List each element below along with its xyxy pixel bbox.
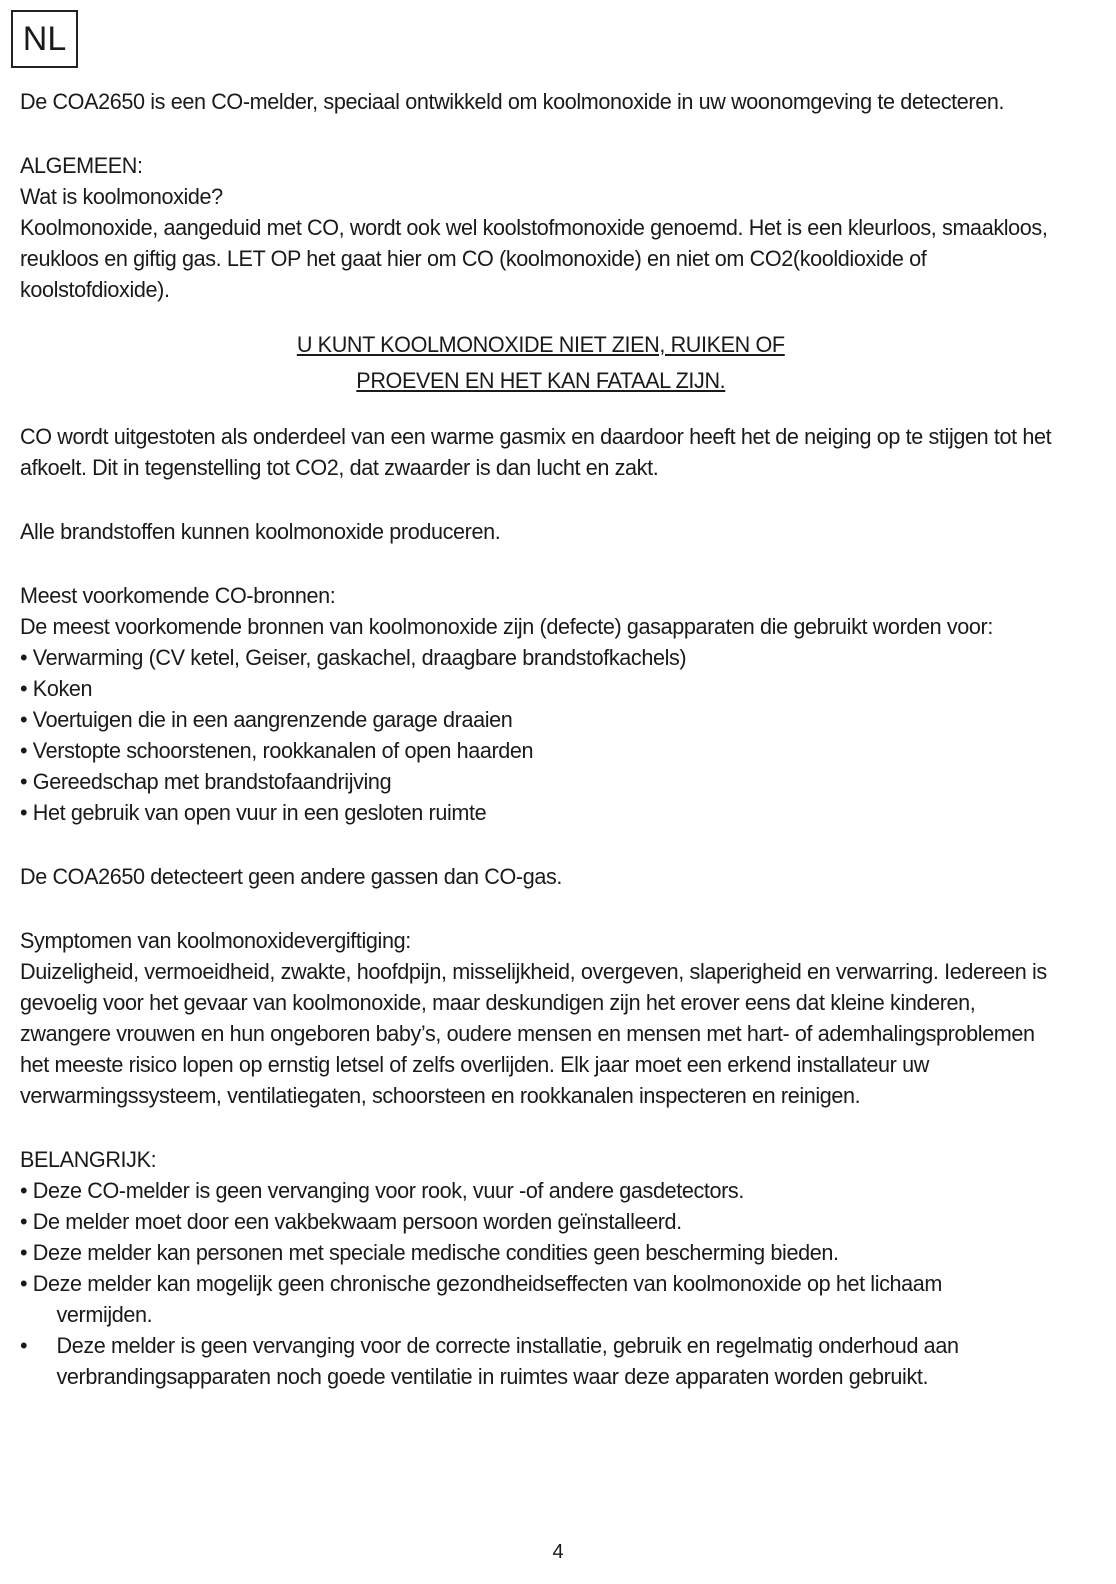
- rise-line: CO wordt uitgestoten als onderdeel van een warme gasmix en daardoor heeft het de neiging op te stijgen tot het: [20, 424, 1052, 449]
- list-item-text: Deze melder is geen vervanging voor de correcte installatie, gebruik en regelmatig onderhoud aan: [56, 1333, 959, 1358]
- general-line: Koolmonoxide, aangeduid met CO, wordt ook wel koolstofmonoxide genoemd. Het is een kleurloos, smaakloos,: [20, 215, 1048, 240]
- symptoms-line: Duizeligheid, vermoeidheid, zwakte, hoofdpijn, misselijkheid, overgeven, slaperigheid en verwarring. Iedereen is: [20, 959, 1047, 984]
- symptoms-line: verwarmingssysteem, ventilatiegaten, schoorsteen en rookkanalen inspecteren en reinigen.: [20, 1083, 861, 1108]
- list-item-continuation: verbrandingsapparaten noch goede ventilatie in ruimtes waar deze apparaten worden gebruikt.: [56, 1364, 929, 1389]
- list-item: • Gereedschap met brandstofaandrijving: [20, 769, 392, 794]
- general-heading: ALGEMEEN:: [20, 153, 143, 178]
- sources-heading: Meest voorkomende CO-bronnen:: [20, 583, 336, 608]
- list-item: • Het gebruik van open vuur in een gesloten ruimte: [20, 800, 487, 825]
- rise-line: afkoelt. Dit in tegenstelling tot CO2, dat zwaarder is dan lucht en zakt.: [20, 455, 659, 480]
- list-item: [20, 1330, 1062, 1361]
- general-line: reukloos en giftig gas. LET OP het gaat hier om CO (koolmonoxide) en niet om CO2(kooldioxide of: [20, 246, 927, 271]
- list-item-continuation: vermijden.: [56, 1302, 153, 1327]
- list-item: • De melder moet door een vakbekwaam persoon worden geïnstalleerd.: [20, 1209, 682, 1234]
- page-number: 4: [552, 1541, 564, 1563]
- warning-line: PROEVEN EN HET KAN FATAAL ZIJN.: [356, 368, 726, 393]
- list-item: • Voertuigen die in een aangrenzende garage draaien: [20, 707, 513, 732]
- list-item: • Deze melder kan mogelijk geen chronische gezondheidseffecten van koolmonoxide op het lichaam: [20, 1271, 943, 1296]
- language-label: NL: [11, 10, 78, 68]
- list-item: • Deze melder kan personen met speciale medische condities geen bescherming bieden.: [20, 1240, 839, 1265]
- sources-intro: De meest voorkomende bronnen van koolmonoxide zijn (defecte) gasapparaten die gebruikt worden voor:: [20, 614, 993, 639]
- list-item: • Verwarming (CV ketel, Geiser, gaskachel, draagbare brandstofkachels): [20, 645, 687, 670]
- symptoms-line: het meeste risico lopen op ernstig letsel of zelfs overlijden. Elk jaar moet een erkend installateur uw: [20, 1052, 929, 1077]
- list-item: • Verstopte schoorstenen, rookkanalen of open haarden: [20, 738, 534, 763]
- fuels-paragraph: Alle brandstoffen kunnen koolmonoxide produceren.: [20, 519, 501, 544]
- warning-line: U KUNT KOOLMONOXIDE NIET ZIEN, RUIKEN OF: [296, 332, 785, 357]
- bullet-mark: •: [20, 1333, 28, 1358]
- intro-paragraph: De COA2650 is een CO-melder, speciaal ontwikkeld om koolmonoxide in uw woonomgeving te detecteren.: [20, 89, 1005, 114]
- symptoms-heading: Symptomen van koolmonoxidevergiftiging:: [20, 928, 411, 953]
- important-heading: BELANGRIJK:: [20, 1147, 157, 1172]
- general-question: Wat is koolmonoxide?: [20, 184, 223, 209]
- no-other-gas-paragraph: De COA2650 detecteert geen andere gassen dan CO-gas.: [20, 864, 562, 889]
- symptoms-line: gevoelig voor het gevaar van koolmonoxide, maar deskundigen zijn het erover eens dat kleine kinderen,: [20, 990, 976, 1015]
- list-item: • Koken: [20, 676, 93, 701]
- general-line: koolstofdioxide).: [20, 277, 170, 302]
- document-body: [20, 86, 1062, 1392]
- list-item: • Deze CO-melder is geen vervanging voor rook, vuur -of andere gasdetectors.: [20, 1178, 744, 1203]
- symptoms-line: zwangere vrouwen en hun ongeboren baby’s, oudere mensen en mensen met hart- of ademhalingsproblemen: [20, 1021, 1035, 1046]
